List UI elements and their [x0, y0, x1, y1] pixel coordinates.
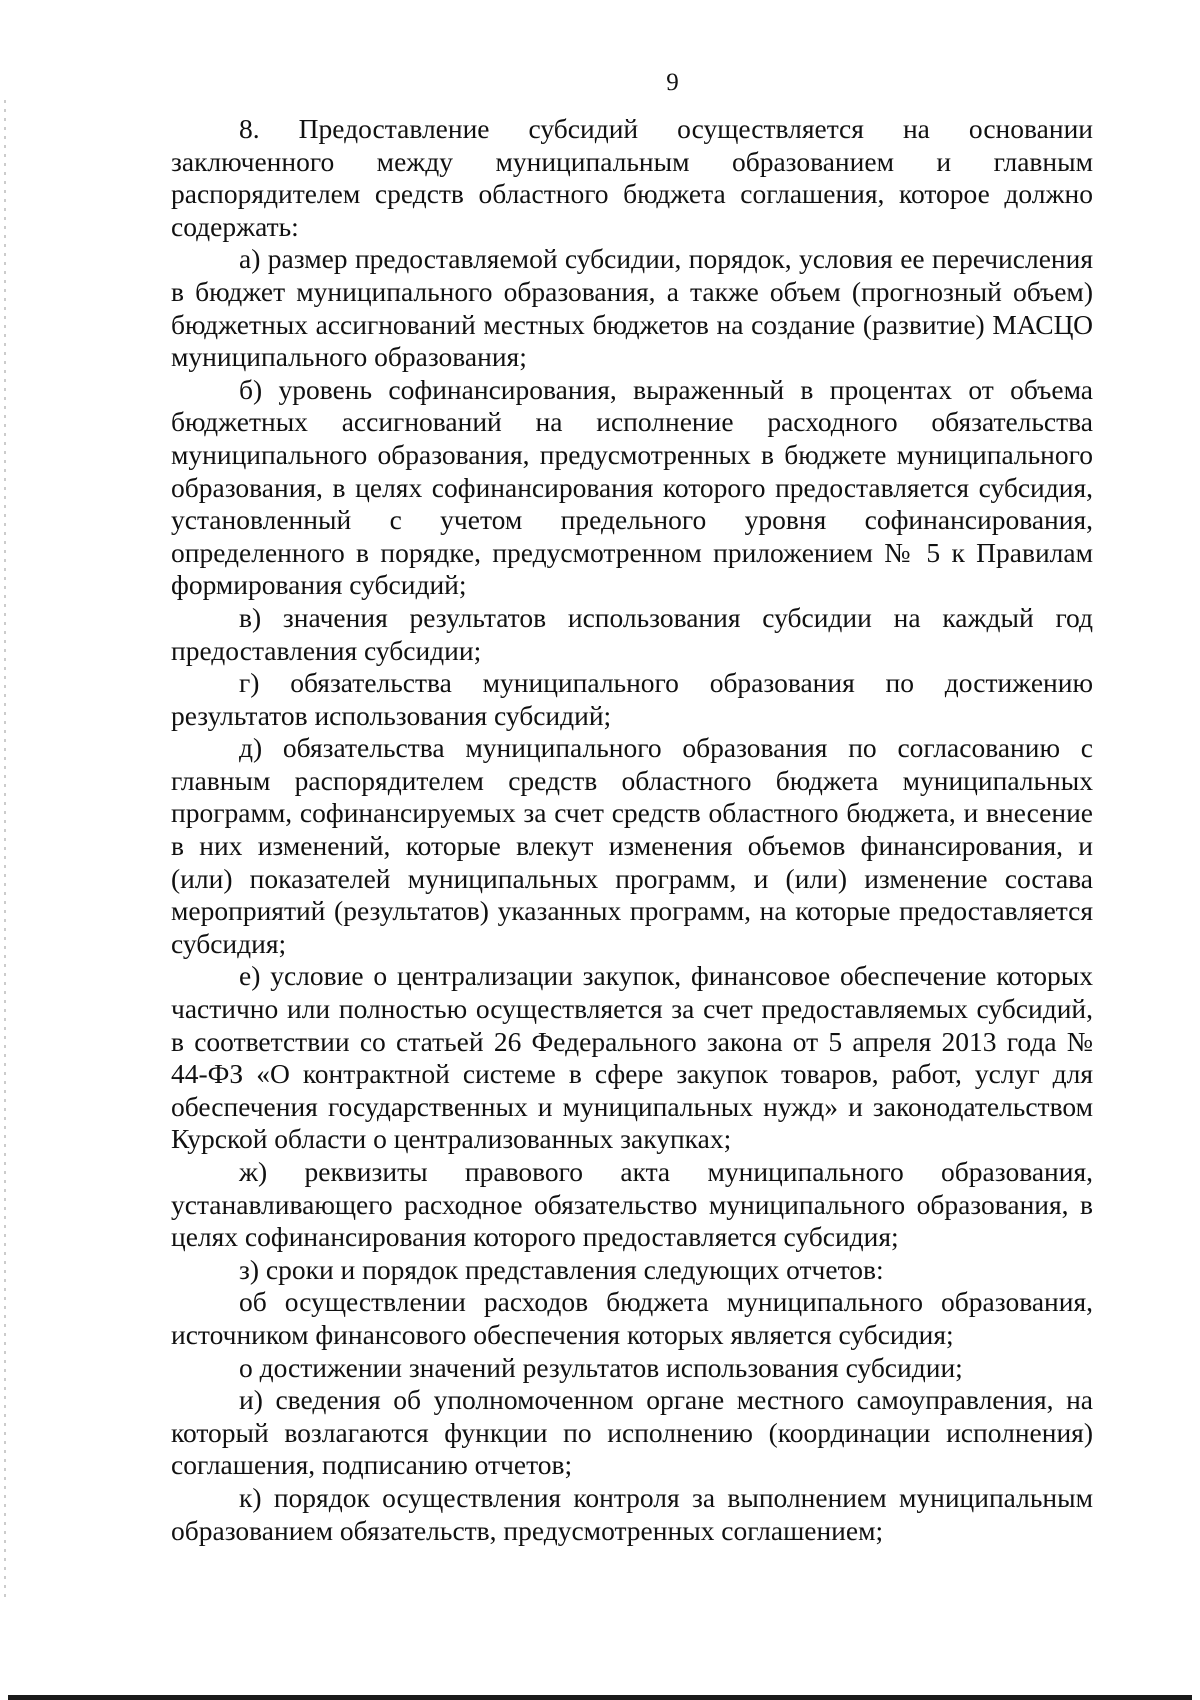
- list-item-v: в) значения результатов использования субсидии на каждый год предоставления субсидии;: [171, 601, 1093, 666]
- page-number: 9: [666, 69, 679, 96]
- scan-bottom-edge: [8, 1695, 1192, 1700]
- report-type-results: о достижении значений результатов использования субсидии;: [239, 1351, 963, 1383]
- list-item-e: е) условие о централизации закупок, финансовое обеспечение которых частично или полностью осуществляется за счет предоставляемых субсидий, в соответствии со статьей 26 Федерального закона от 5 апреля 2013 года № 44-ФЗ «О контрактной системе в сфере закупок товаров, работ, услуг для обеспечения государственных и муниципальных нужд» и законодательством Курской области о централизованных закупках;: [171, 960, 1093, 1155]
- list-item-d: д) обязательства муниципального образования по согласованию с главным распорядителем средств областного бюджета муниципальных программ, софинансируемых за счет средств областного бюджета, и внесение в них изменений, которые влекут изменения объемов финансирования, и (или) показателей муниципальных программ, и (или) изменение состава мероприятий (результатов) указанных программ, на которые предоставляется субсидия;: [171, 732, 1093, 959]
- paragraph-8-intro: 8. Предоставление субсидий осуществляется на основании заключенного между муниципальным образованием и главным распорядителем средств областного бюджета соглашения, которое должно содержать:: [171, 113, 1093, 242]
- report-type-expenses: об осуществлении расходов бюджета муниципального образования, источником финансового обеспечения которых является субсидия;: [171, 1286, 1093, 1350]
- list-item-a: а) размер предоставляемой субсидии, порядок, условия ее перечисления в бюджет муниципального образования, а также объем (прогнозный объем) бюджетных ассигнований местных бюджетов на создание (развитие) МАСЦО муниципального образования;: [171, 243, 1093, 373]
- list-item-z: з) сроки и порядок представления следующих отчетов:: [239, 1253, 884, 1285]
- document-body: [171, 113, 1093, 1547]
- list-item-zh: ж) реквизиты правового акта муниципального образования, устанавливающего расходное обязательство муниципального образования, в целях софинансирования которого предоставляется субсидия;: [171, 1156, 1093, 1253]
- list-item-b: б) уровень софинансирования, выраженный в процентах от объема бюджетных ассигнований на исполнение расходного обязательства муниципального образования, предусмотренных в бюджете муниципального образования, в целях софинансирования которого предоставляется субсидия, установленный с учетом предельного уровня софинансирования, определенного в порядке, предусмотренном приложением № 5 к Правилам формирования субсидий;: [171, 373, 1093, 601]
- list-item-k: к) порядок осуществления контроля за выполнением муниципальным образованием обязательств, предусмотренных соглашением;: [171, 1481, 1093, 1546]
- scan-edge-artifact: [4, 100, 6, 1600]
- list-item-g: г) обязательства муниципального образования по достижению результатов использования субсидий;: [171, 667, 1093, 731]
- list-item-i: и) сведения об уполномоченном органе местного самоуправления, на который возлагаются функции по исполнению (координации исполнения) соглашения, подписанию отчетов;: [171, 1384, 1093, 1481]
